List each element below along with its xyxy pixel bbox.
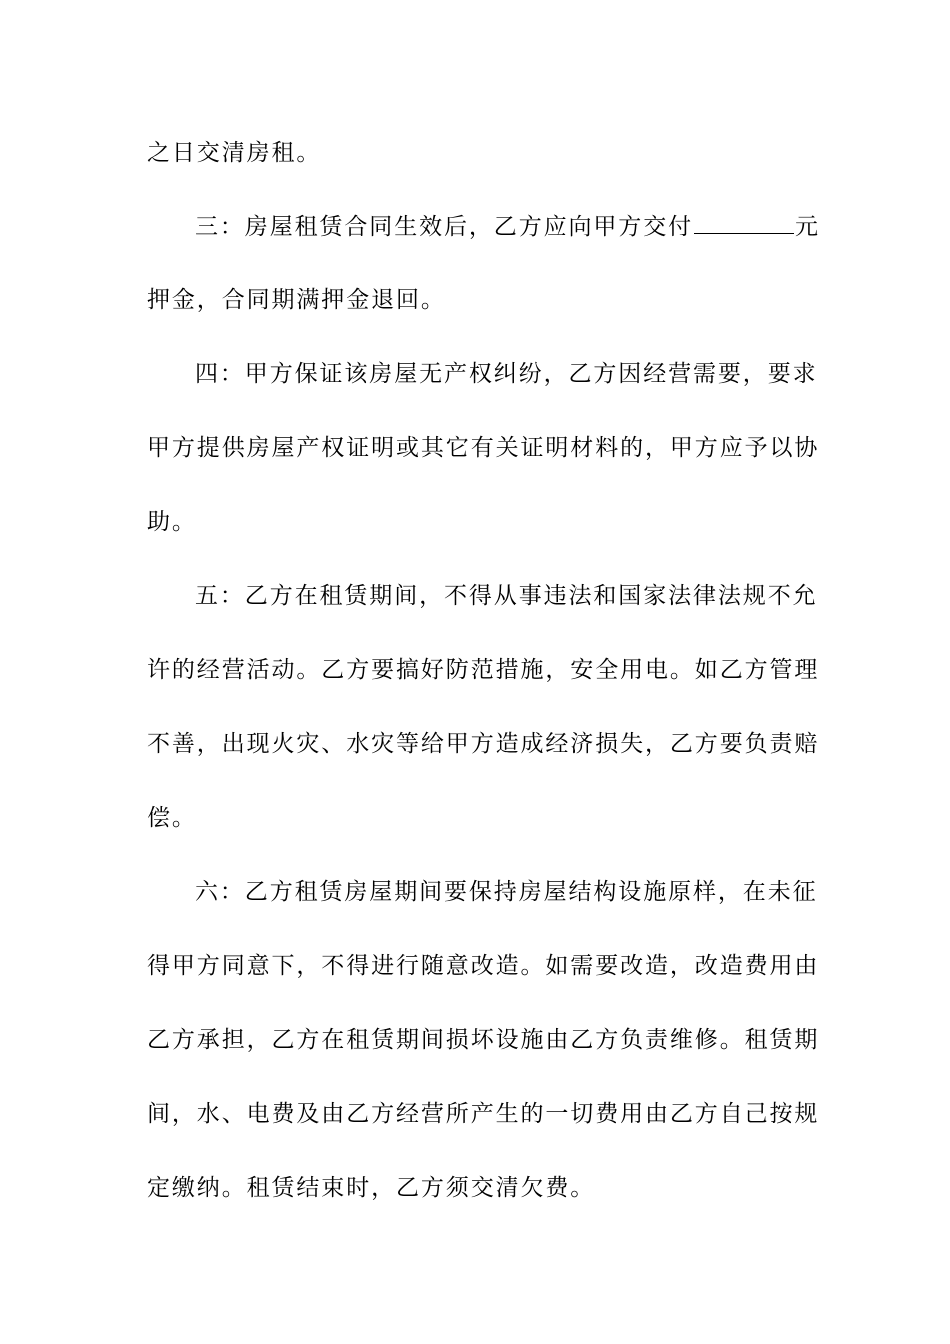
text-line: 得甲方同意下，不得进行随意改造。如需要改造，改造费用由 [147, 953, 820, 979]
text-line: 许的经营活动。乙方要搞好防范措施，安全用电。如乙方管理 [147, 657, 820, 683]
text-line: 偿。 [147, 805, 197, 831]
clause-three-line-1 [195, 211, 820, 243]
text-line: 押金，合同期满押金退回。 [147, 287, 446, 313]
clause-three-text: 三：房屋租赁合同生效后，乙方应向甲方交付 [195, 214, 693, 240]
deposit-amount-blank [694, 213, 794, 234]
text-line: 之日交清房租。 [147, 140, 322, 166]
text-line: 乙方承担，乙方在租赁期间损坏设施由乙方负责维修。租赁期 [147, 1027, 820, 1053]
clause-six-line-1: 六：乙方租赁房屋期间要保持房屋结构设施原样，在未征 [195, 879, 818, 905]
text-line: 甲方提供房屋产权证明或其它有关证明材料的，甲方应予以协 [147, 435, 820, 461]
text-line: 定缴纳。租赁结束时，乙方须交清欠费。 [147, 1175, 596, 1201]
text-line: 不善，出现火灾、水灾等给甲方造成经济损失，乙方要负责赔 [147, 731, 820, 757]
text-line: 间，水、电费及由乙方经营所产生的一切费用由乙方自己按规 [147, 1101, 820, 1127]
clause-five-line-1: 五：乙方在租赁期间，不得从事违法和国家法律法规不允 [195, 583, 818, 609]
text-line: 助。 [147, 509, 197, 535]
clause-four-line-1: 四：甲方保证该房屋无产权纠纷，乙方因经营需要，要求 [195, 361, 818, 387]
currency-unit: 元 [795, 214, 820, 240]
